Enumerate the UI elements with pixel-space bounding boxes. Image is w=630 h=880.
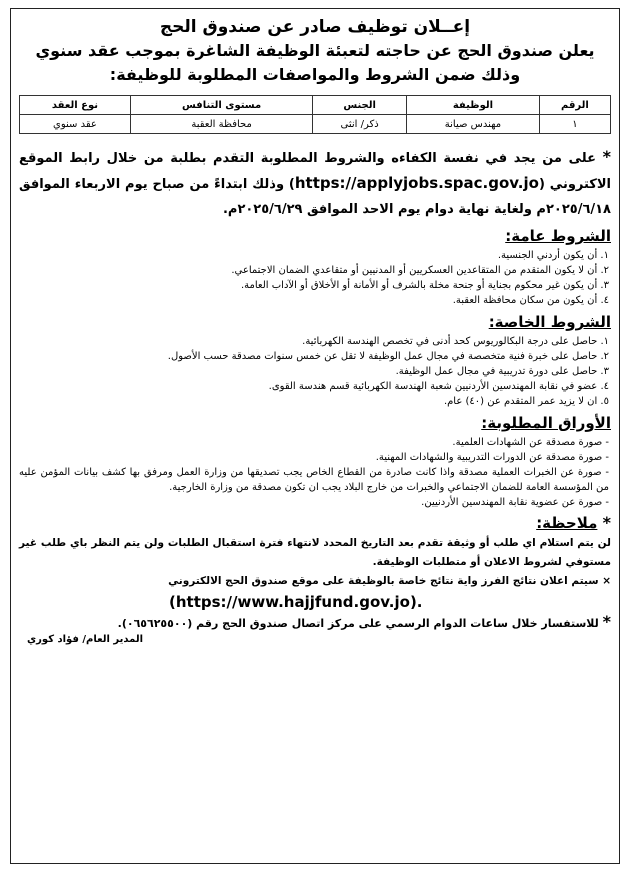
list-item: ٢. حاصل على خبرة فنية متخصصة في مجال عمل الوظيفة لا تقل عن خمس سنوات مصدقة حسب الأصول.: [167, 351, 609, 362]
contact-info: [19, 613, 611, 633]
general-conditions-title: الشروط عامة:: [505, 227, 611, 245]
list-item: ١. أن يكون أردني الجنسية.: [497, 250, 609, 261]
required-documents-list: [19, 435, 611, 510]
col-competition: مستوى التنافس: [130, 96, 312, 115]
col-gender: الجنس: [313, 96, 407, 115]
cell-job: مهندس صيانة: [406, 115, 539, 134]
cell-gender: ذكر/ انثى: [313, 115, 407, 134]
col-job: الوظيفة: [406, 96, 539, 115]
col-contract: نوع العقد: [20, 96, 131, 115]
list-item: ٤. عضو في نقابة المهندسين الأردنيين شعبة الهندسة الكهربائية قسم هندسة القوى.: [268, 381, 609, 392]
cell-competition: محافظة العقبة: [130, 115, 312, 134]
jobs-table: [19, 95, 611, 134]
announcement-subtitle: يعلن صندوق الحج عن حاجته لتعبئة الوظيفة الشاغرة بموجب عقد سنوي: [35, 41, 595, 60]
signature: المدير العام/ فؤاد كوري: [27, 634, 144, 645]
announcement-header: [19, 15, 611, 87]
list-item: ١. حاصل على درجة البكالوريوس كحد أدنى في تخصص الهندسة الكهربائية.: [302, 336, 609, 347]
announcement-page: [10, 8, 620, 864]
contact-text: للاستفسار خلال ساعات الدوام الرسمي على مركز اتصال صندوق الحج رقم (٠٦٥٦٢٥٥٠٠).: [117, 617, 599, 630]
special-conditions-title: الشروط الخاصة:: [488, 313, 611, 331]
announcement-title: إعــلان توظيف صادر عن صندوق الحج: [159, 17, 471, 37]
table-header-row: [20, 96, 611, 115]
special-conditions-list: [19, 334, 611, 409]
announcement-subtitle-2: وذلك ضمن الشروط والمواصفات المطلوبة للوظيفة:: [109, 65, 521, 84]
list-item: - صورة مصدقة عن الدورات التدريبية والشهادات المهنية.: [375, 452, 609, 463]
intro-text-1: على من يجد في نفسة الكفاءه والشروط المطلوبة التقدم بطلبة من خلال رابط الموقع الاكتروني (: [19, 151, 611, 192]
list-item: ٣. حاصل على دورة تدريبية في مجال عمل الوظيفة.: [395, 366, 609, 377]
star-icon: *: [602, 513, 611, 532]
star-icon: *: [602, 612, 611, 631]
list-item: - صورة عن عضوية نقابة المهندسين الأردنيين.: [421, 497, 609, 508]
general-conditions-list: [19, 248, 611, 308]
notes-body: لن يتم استلام اي طلب أو وثيقة تقدم بعد التاريخ المحدد لانتهاء فترة استقبال الطلبات ولن يتم النظر باي طلب غير مستوفي لشروط الاعلان أو متطلبات الوظيفة.: [19, 537, 611, 568]
col-number: الرقم: [539, 96, 610, 115]
notes-title: ملاحظة:: [536, 514, 598, 532]
list-item: ٥. ان لا يزيد عمر المتقدم عن (٤٠) عام.: [443, 396, 609, 407]
table-row: [20, 115, 611, 134]
intro-text-2: ) وذلك ابتداءً من صباح يوم الاربعاء الموافق ٢٠٢٥/٦/١٨م ولغاية نهاية دوام يوم الاحد الموافق ٢٠٢٥/٦/٢٩م.: [19, 177, 611, 217]
required-documents-title: الأوراق المطلوبة:: [481, 414, 611, 432]
hajjfund-link[interactable]: (https://www.hajjfund.gov.jo).: [169, 593, 423, 611]
notes-heading: [19, 512, 611, 534]
apply-link[interactable]: https://applyjobs.spac.gov.jo: [294, 174, 539, 192]
cell-number: ١: [539, 115, 610, 134]
results-note: × سيتم اعلان نتائج الفرز واية نتائج خاصة بالوظيفة على موقع صندوق الحج الالكتروني: [168, 575, 611, 587]
list-item: - صورة مصدقة عن الشهادات العلمية.: [452, 437, 609, 448]
list-item: ٢. أن لا يكون المتقدم من المتقاعدين العسكريين أو المدنيين أو متقاعدي الضمان الاجتماعي.: [231, 265, 609, 276]
list-item: - صورة عن الخبرات العملية مصدقة واذا كانت صادرة من القطاع الخاص يجب تصديقها من وزارة العمل ومرفق بها كشف بيانات المؤمن عليه من المؤسسة العامة للضمان الاجتماعي والخبرات من خارج البلاد يجب ان تكون مصدقة من وزارة الخارجية.: [19, 467, 609, 493]
application-intro: [19, 144, 611, 222]
star-icon: *: [602, 147, 611, 166]
list-item: ٤. أن يكون من سكان محافظة العقبة.: [452, 295, 609, 306]
cell-contract: عقد سنوي: [20, 115, 131, 134]
list-item: ٣. أن يكون غير محكوم بجناية أو جنحة مخلة بالشرف أو الأمانة أو الأخلاق أو الآداب العامة.: [240, 280, 609, 291]
